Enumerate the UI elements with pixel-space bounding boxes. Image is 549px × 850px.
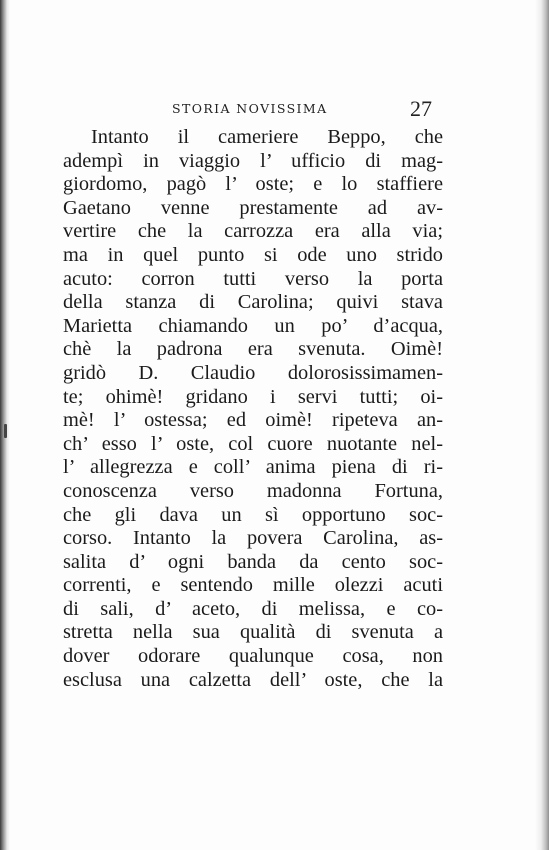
text-line: corso. Intanto la povera Carolina, as- xyxy=(63,527,443,550)
text-line: Intanto il cameriere Beppo, che xyxy=(91,126,443,148)
text-line: mè! l’ ostessa; ed oimè! ripeteva an- xyxy=(63,409,443,432)
text-line: vertire che la carrozza era alla via; xyxy=(63,220,443,243)
text-line: esclusa una calzetta dell’ oste, che la xyxy=(63,668,443,691)
text-line: stretta nella sua qualità di svenuta a xyxy=(63,621,443,644)
text-line: salita d’ ogni banda da cento soc- xyxy=(63,550,443,573)
text-line: dover odorare qualunque cosa, non xyxy=(63,645,443,668)
text-line: correnti, e sentendo mille olezzi acuti xyxy=(63,574,443,597)
text-line: conoscenza verso madonna Fortuna, xyxy=(63,479,443,502)
margin-mark xyxy=(4,424,7,438)
text-line: gridò D. Claudio dolorosissimamen- xyxy=(63,361,443,384)
text-line: ma in quel punto si ode uno strido xyxy=(63,243,443,266)
text-line: acuto: corron tutti verso la porta xyxy=(63,267,443,290)
text-line: giordomo, pagò l’ oste; e lo staffiere xyxy=(63,173,443,196)
text-line: l’ allegrezza e coll’ anima piena di ri- xyxy=(63,456,443,479)
text-line: della stanza di Carolina; quivi stava xyxy=(63,291,443,314)
page-right-edge xyxy=(535,0,549,850)
page-number: 27 xyxy=(410,96,432,121)
text-line: te; ohimè! gridano i servi tutti; oi- xyxy=(63,385,443,408)
text-line: Marietta chiamando un po’ d’acqua, xyxy=(63,314,443,337)
running-title: STORIA NOVISSIMA xyxy=(172,101,328,116)
text-line: ch’ esso l’ oste, col cuore nuotante nel- xyxy=(63,432,443,455)
text-line: di sali, d’ aceto, di melissa, e co- xyxy=(63,597,443,620)
text-line: Gaetano venne prestamente ad av- xyxy=(63,196,443,219)
text-line: chè la padrona era svenuta. Oimè! xyxy=(63,338,443,361)
text-line: adempì in viaggio l’ ufficio di mag- xyxy=(63,149,443,172)
text-line: che gli dava un sì opportuno soc- xyxy=(63,503,443,526)
body-text xyxy=(63,126,443,692)
